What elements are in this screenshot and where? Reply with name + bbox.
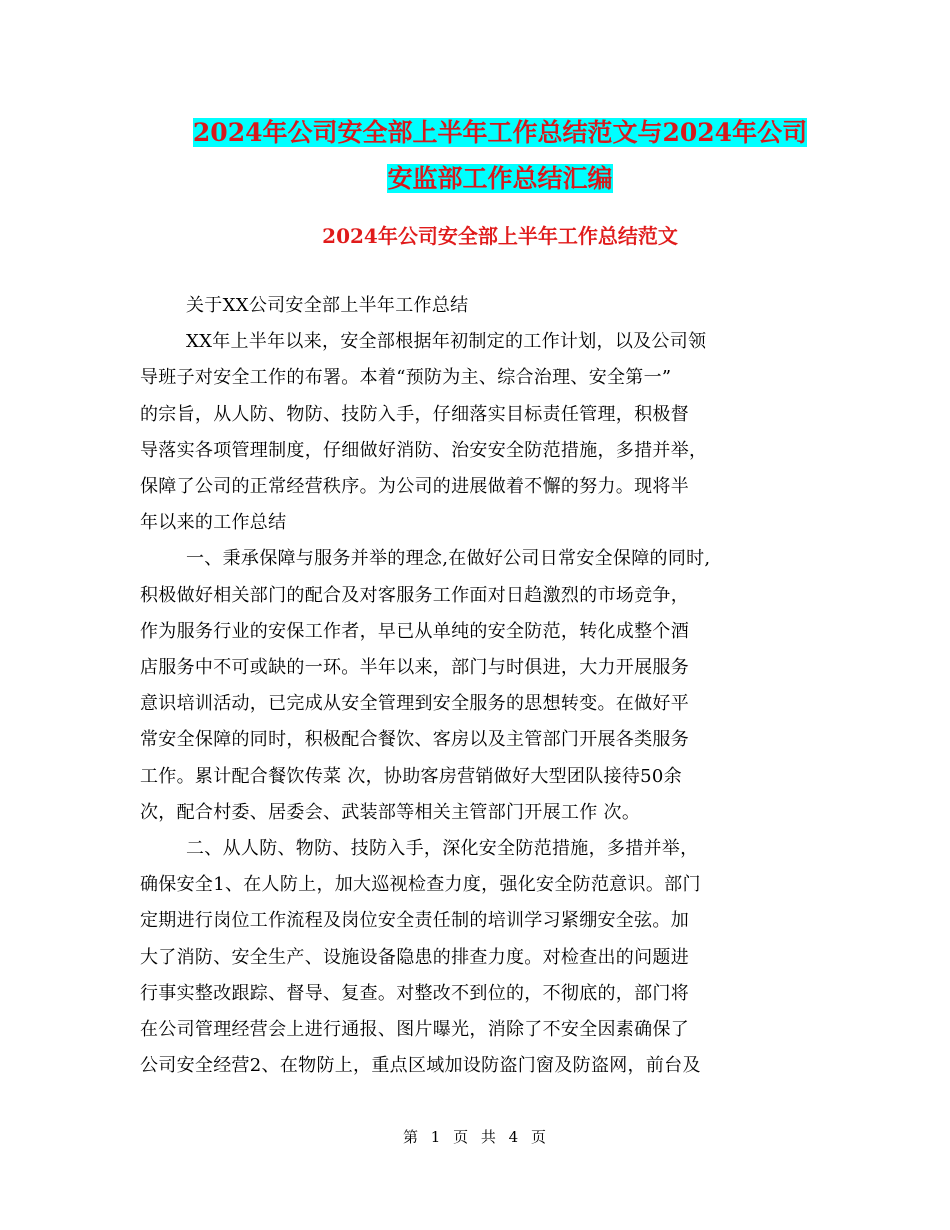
body-line: 二、从人防、物防、技防入手，深化安全防范措施，多措并举， xyxy=(186,838,699,860)
document-title-line-1: 2024年公司安全部上半年工作总结范文与2024年公司 xyxy=(192,118,808,147)
body-line: 行事实整改跟踪、督导、复查。对整改不到位的，不彻底的，部门将 xyxy=(140,982,689,1004)
body-line: XX年上半年以来，安全部根据年初制定的工作计划，以及公司领 xyxy=(186,331,707,353)
body-line: 导班子对安全工作的布署。本着“预防为主、综合治理、安全第一” xyxy=(140,367,672,389)
body-line: 关于XX公司安全部上半年工作总结 xyxy=(186,295,469,316)
body-line: 一、秉承保障与服务并举的理念,在做好公司日常安全保障的同时, xyxy=(186,548,711,570)
document-title xyxy=(140,110,860,202)
body-line: 次，配合村委、居委会、武装部等相关主管部门开展工作 次。 xyxy=(140,801,641,823)
body-line: 大了消防、安全生产、设施设备隐患的排查力度。对检查出的问题进 xyxy=(140,946,689,968)
body-line: 确保安全1、在人防上，加大巡视检查力度，强化安全防范意识。部门 xyxy=(140,874,701,896)
page-footer: 第 1 页 共 4 页 xyxy=(403,1128,547,1146)
body-line: 常安全保障的同时，积极配合餐饮、客房以及主管部门开展各类服务 xyxy=(140,729,689,751)
body-line: 积极做好相关部门的配合及对客服务工作面对日趋激烈的市场竞争， xyxy=(140,584,689,606)
body-line: 导落实各项管理制度，仔细做好消防、治安安全防范措施，多措并举， xyxy=(140,439,708,461)
body-line: 定期进行岗位工作流程及岗位安全责任制的培训学习紧绷安全弦。加 xyxy=(140,910,689,932)
body-line: 的宗旨，从人防、物防、技防入手，仔细落实目标责任管理，积极督 xyxy=(140,403,689,425)
body-line: 保障了公司的正常经营秩序。为公司的进展做着不懈的努力。现将半 xyxy=(140,476,689,498)
document-title-line-2: 安监部工作总结汇编 xyxy=(387,164,613,193)
document-body xyxy=(140,288,830,1084)
body-line: 公司安全经营2、在物防上，重点区域加设防盗门窗及防盗网，前台及 xyxy=(140,1055,701,1077)
body-line: 作为服务行业的安保工作者，早已从单纯的安全防范，转化成整个酒 xyxy=(140,620,689,642)
body-line: 意识培训活动，已完成从安全管理到安全服务的思想转变。在做好平 xyxy=(140,693,689,715)
body-line: 在公司管理经营会上进行通报、图片曝光，消除了不安全因素确保了 xyxy=(140,1019,689,1041)
body-line: 工作。累计配合餐饮传菜 次，协助客房营销做好大型团队接待50余 xyxy=(140,765,682,787)
section-title: 2024年公司安全部上半年工作总结范文 xyxy=(322,224,678,248)
body-line: 店服务中不可或缺的一环。半年以来，部门与时俱进，大力开展服务 xyxy=(140,657,689,679)
body-line: 年以来的工作总结 xyxy=(140,512,287,534)
